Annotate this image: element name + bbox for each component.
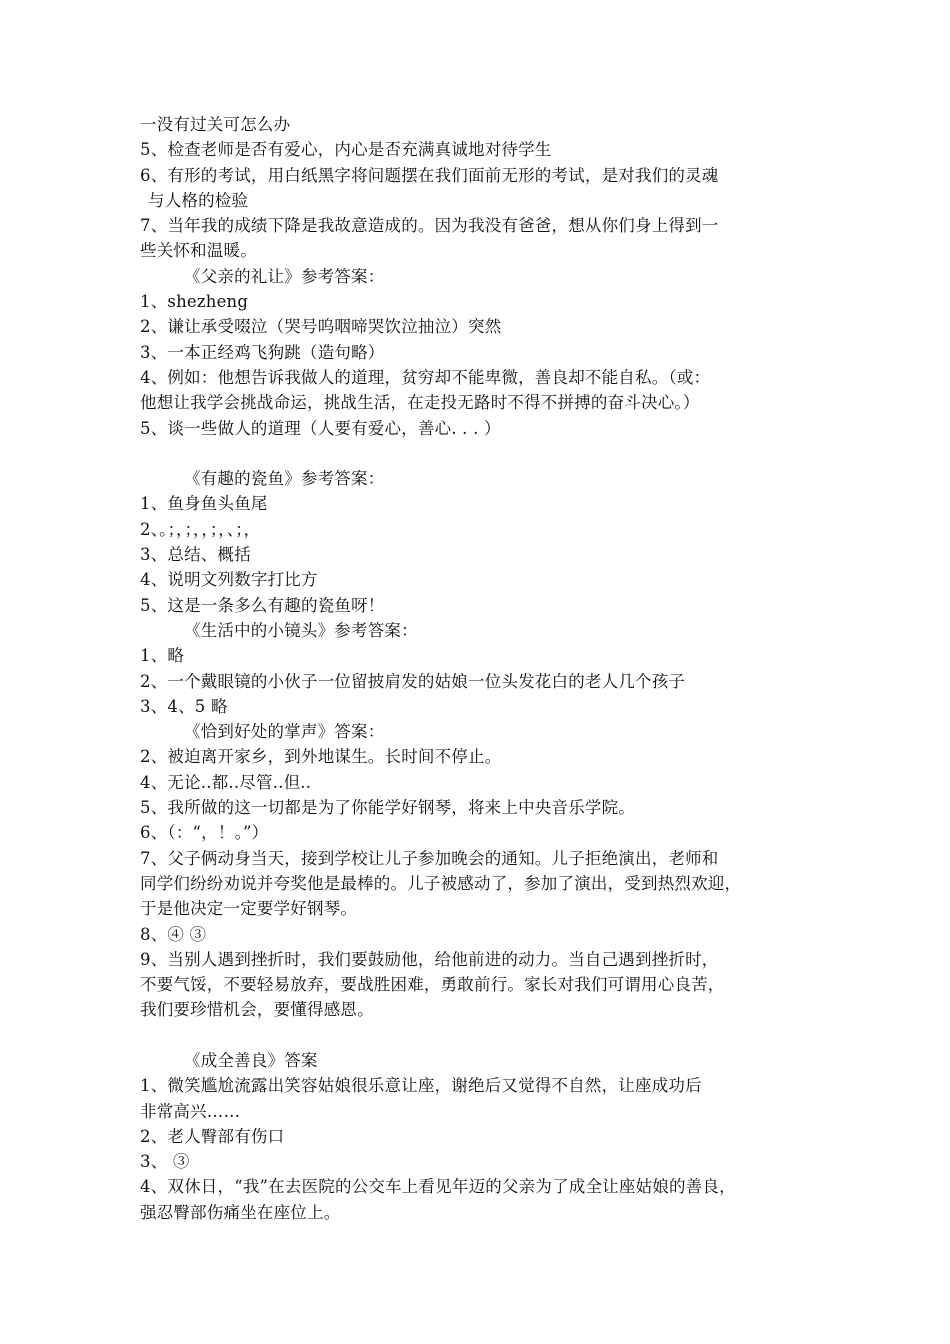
text-line: 我们要珍惜机会，要懂得感恩。 [140,1000,374,1020]
text-line: 强忍臀部伤痛坐在座位上。 [140,1202,341,1222]
text-line: 7、父子俩动身当天，接到学校让儿子参加晚会的通知。儿子拒绝演出，老师和 [140,848,719,868]
text-line: 9、当别人遇到挫折时，我们要鼓励他，给他前进的动力。当自己遇到挫折时， [140,949,719,969]
text-line: 3、4、5 略 [140,696,228,716]
text-line: 1、略 [140,646,185,666]
text-line: 4、例如：他想告诉我做人的道理，贫穷却不能卑微，善良却不能自私。（或： [140,367,711,387]
text-line: 5、我所做的这一切都是为了你能学好钢琴，将来上中央音乐学院。 [140,798,635,818]
text-line: 5、检查老师是否有爱心，内心是否充满真诚地对待学生 [140,140,552,160]
text-line: 3、一本正经鸡飞狗跳（造句略） [140,342,385,362]
text-line: 2、。；，；，，；，、；， [140,519,261,539]
text-line: 3、 ③ [140,1152,190,1172]
text-line: 非常高兴…… [140,1101,241,1121]
text-line: 2、谦让承受啜泣（哭号呜咽啼哭饮泣抽泣）突然 [140,317,502,337]
text-line: 与人格的检验 [148,190,249,210]
section-heading: 《恰到好处的掌声》答案： [184,722,385,742]
section-heading: 《成全善良》答案 [184,1050,318,1070]
text-line: 6、有形的考试，用白纸黑字将问题摆在我们面前无形的考试，是对我们的灵魂 [140,165,719,185]
text-line: 2、一个戴眼镜的小伙子一位留披肩发的姑娘一位头发花白的老人几个孩子 [140,671,686,691]
section-heading: 《父亲的礼让》参考答案： [184,266,385,286]
document-body [140,112,830,1225]
text-line: 6、（：“，！。”） [140,823,269,843]
section-heading: 《生活中的小镜头》参考答案： [184,620,418,640]
text-line: 同学们纷纷劝说并夸奖他是最棒的。儿子被感动了，参加了演出，受到热烈欢迎， [140,873,742,893]
text-line: 1、鱼身鱼头鱼尾 [140,494,268,514]
text-line: 2、被迫离开家乡，到外地谋生。长时间不停止。 [140,747,502,767]
section-heading: 《有趣的瓷鱼》参考答案： [184,469,385,489]
text-line: 他想让我学会挑战命运，挑战生活，在走投无路时不得不拼搏的奋斗决心。） [140,393,700,413]
text-line: 4、双休日，“我”在去医院的公交车上看见年迈的父亲为了成全让座姑娘的善良， [140,1177,736,1197]
text-line: 一没有过关可怎么办 [140,115,291,134]
blank-line [140,441,830,466]
text-line: 于是他决定一定要学好钢琴。 [140,899,358,919]
text-line: 5、谈一些做人的道理（人要有爱心，善心. . . ） [140,418,501,438]
text-line: 5、这是一条多么有趣的瓷鱼呀！ [140,595,385,615]
text-line: 8、④ ③ [140,924,207,944]
text-line: 4、无论..都..尽管..但.. [140,772,312,792]
text-line: 1、微笑尴尬流露出笑容姑娘很乐意让座，谢绝后又觉得不自然，让座成功后 [140,1076,702,1096]
text-line: 4、说明文列数字打比方 [140,570,318,590]
text-line: 2、老人臀部有伤口 [140,1126,285,1146]
text-line: 些关怀和温暖。 [140,241,257,261]
blank-line [140,1023,830,1048]
text-line: 不要气馁，不要轻易放弃，要战胜困难，勇敢前行。家长对我们可谓用心良苦， [140,975,725,995]
text-line: 3、总结、概括 [140,545,251,565]
text-line: 1、shezheng [140,292,249,312]
text-line: 7、当年我的成绩下降是我故意造成的。因为我没有爸爸，想从你们身上得到一 [140,216,719,236]
